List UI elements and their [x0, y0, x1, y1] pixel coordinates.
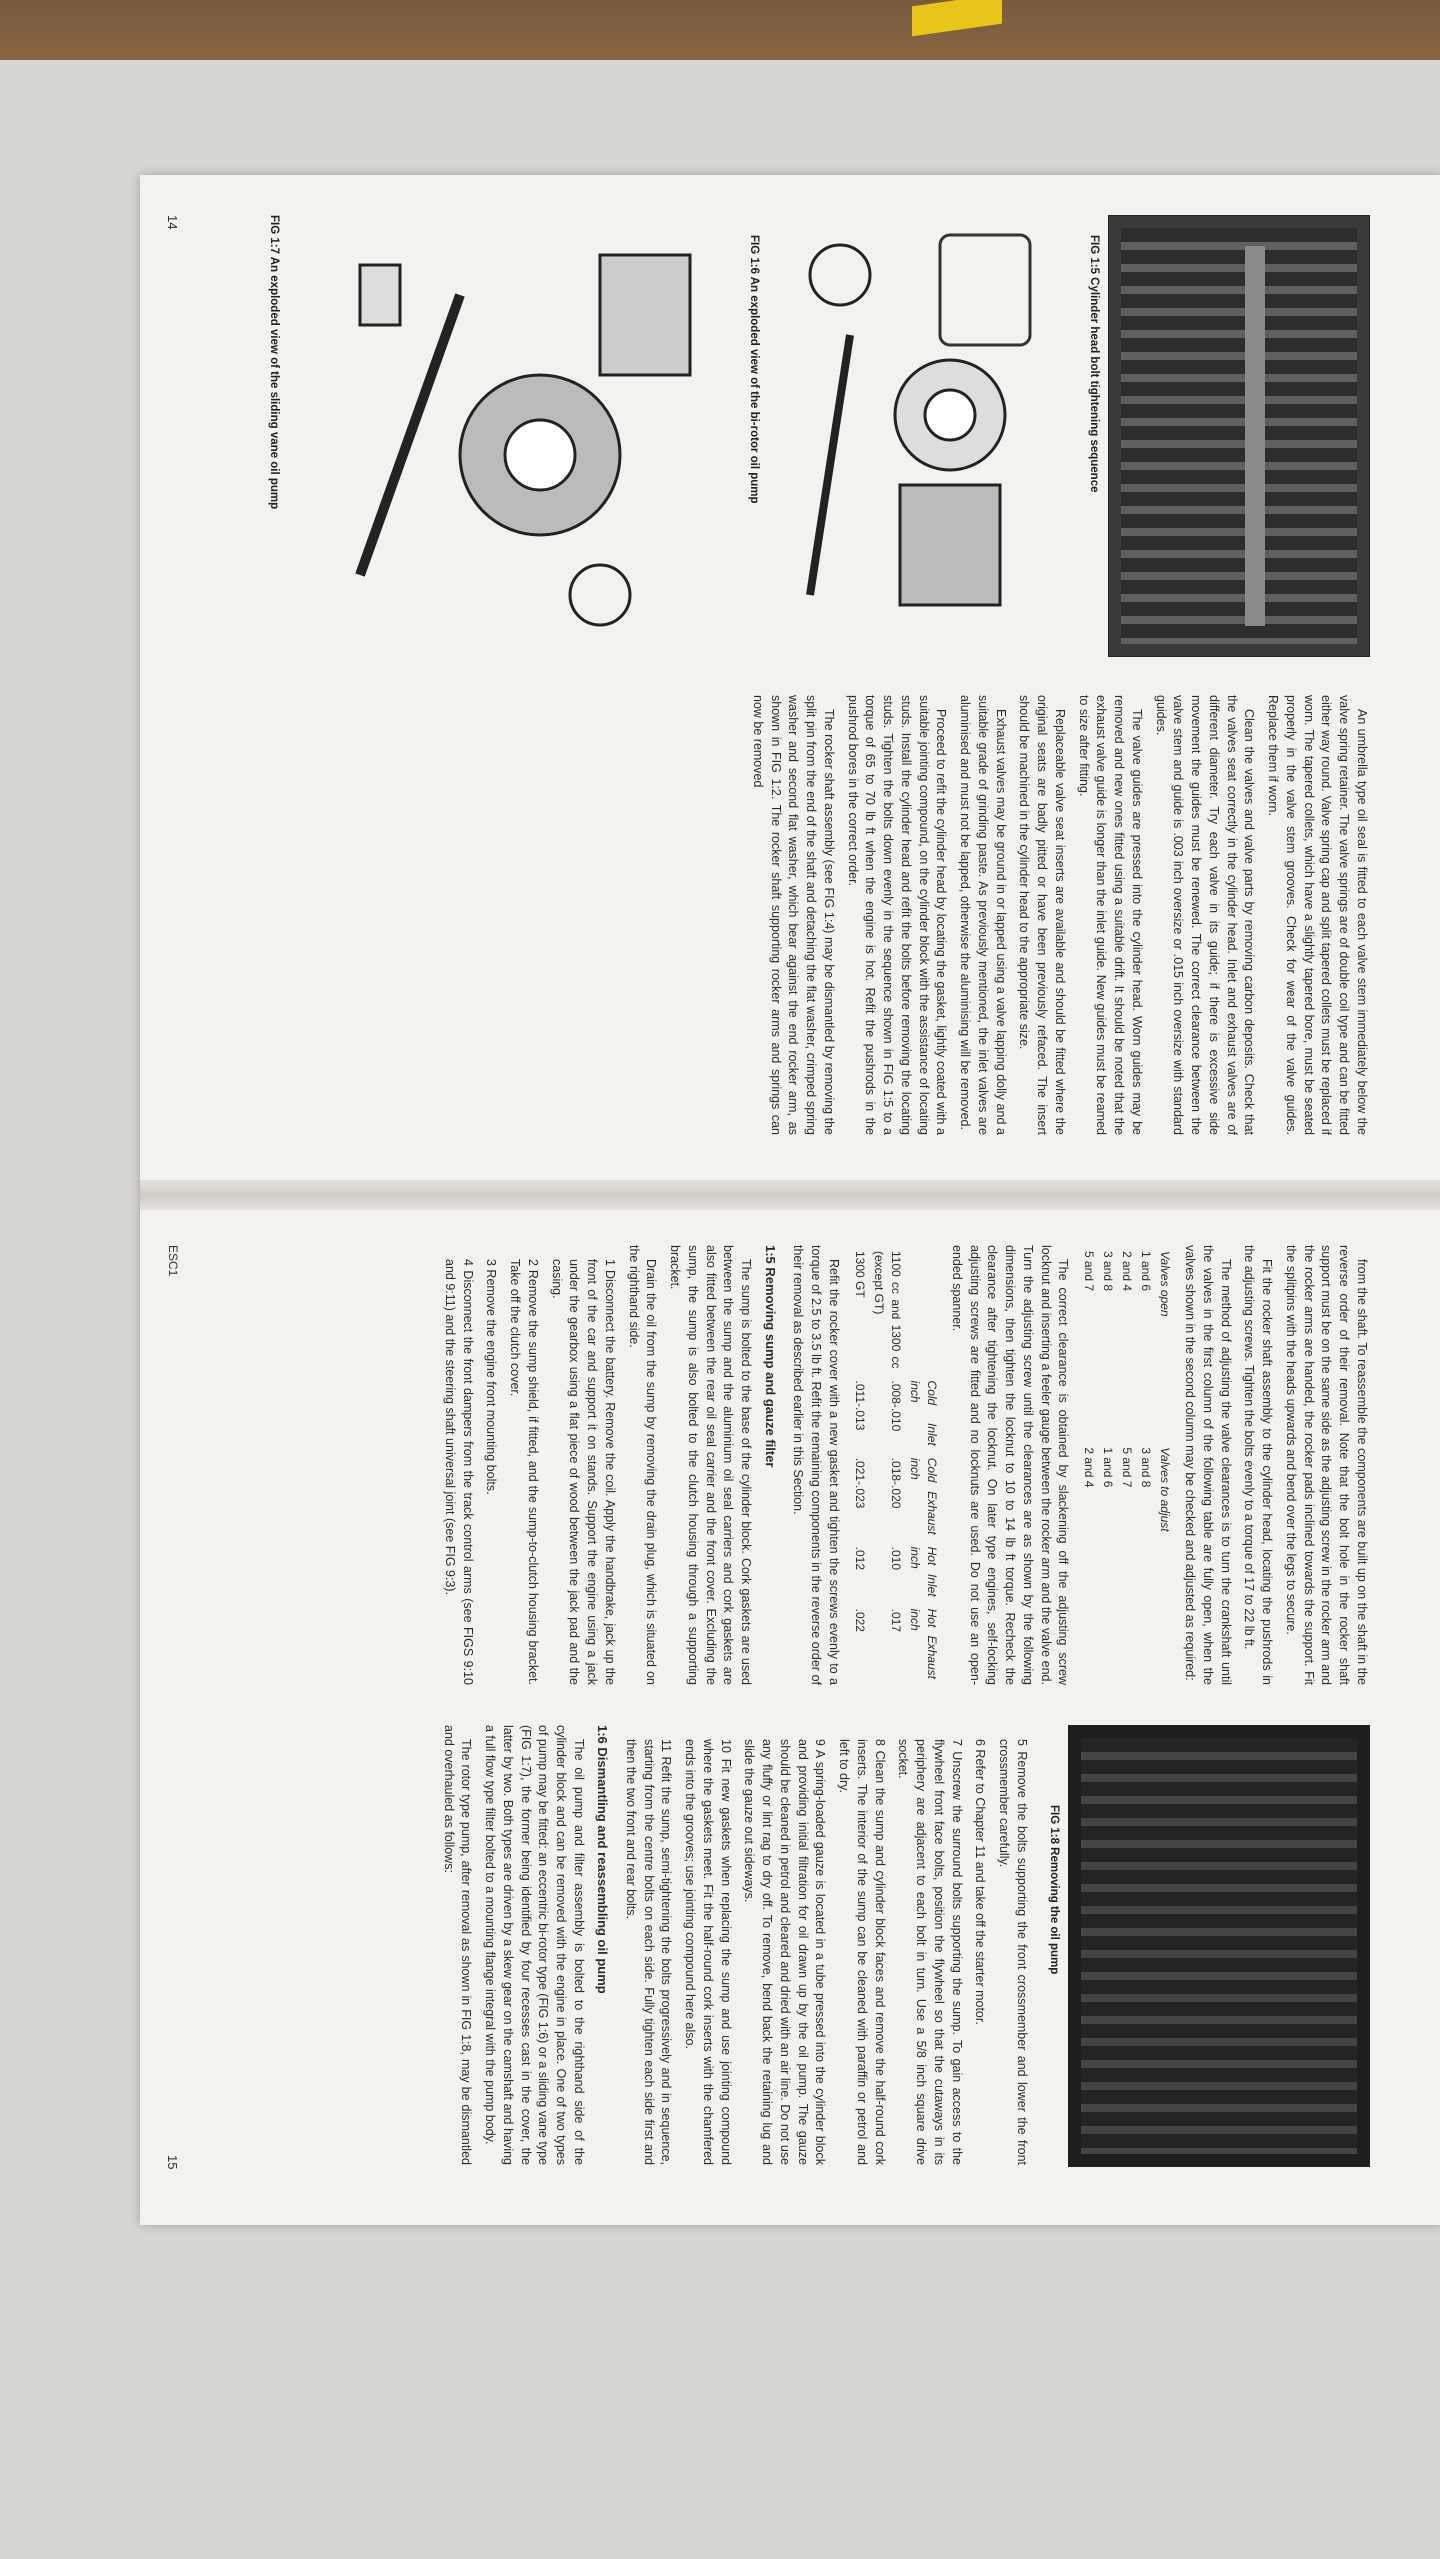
table-header: Cold Exhaust inch — [908, 1457, 940, 1535]
list-item: 3 Remove the engine front mounting bolts. — [484, 1259, 499, 1495]
list-item: 2 Remove the sump shield, if fitted, and the sump-to-clutch housing bracket. Take off the clutch cover. — [508, 1259, 540, 1685]
page-number-left: 14 — [165, 215, 180, 230]
table-cell: .008-.010 — [889, 1380, 904, 1432]
table-cell: 2 and 4 — [1082, 1447, 1097, 1488]
paragraph: The method of adjusting the valve clearances is to turn the crankshaft until the valves in the first column of the following table are fully open, when the valves shown in the second column may be checked and adjusted as required: — [1183, 1245, 1233, 1685]
footer-code: ESC1 — [166, 1245, 180, 1277]
list-item: 5 Remove the bolts supporting the front crossmember and lower the front crossmember carefully. — [997, 1739, 1029, 2165]
table-header: Valves open — [1158, 1251, 1173, 1317]
left-page — [140, 175, 1440, 1185]
table-cell: 1300 GT — [852, 1251, 867, 1298]
table-cell: .018-.020 — [889, 1457, 904, 1509]
right-text-column-2 — [433, 1725, 1030, 2165]
step-list — [440, 1245, 618, 1685]
table-cell: 1 and 6 — [1101, 1447, 1116, 1488]
paragraph: The correct clearance is obtained by slackening off the adjusting screw locknut and inserting a feeler gauge between the rocker arm and the valve end. Turn the adjusting screw until the clearances are as shown by the following dimensions, then tighten the locknut to 10 to 14 lb ft torque. Recheck the clearance after tightening the locknut. On later type engines, self-locking adjusting screws are fitted and no locknuts are used. Do not use an open-ended spanner. — [949, 1245, 1071, 1685]
paragraph: The rocker shaft assembly (see FIG 1:4) may be dismantled by removing the split pin from the end of the shaft and detaching the flat washer, crimped spring washer and second flat washer, which bear against the end rocker arm, as shown in FIG 1:2. The rocker shaft supporting rocker arms and springs can now be removed — [751, 695, 836, 1135]
sliding-vane-pump-drawing — [300, 215, 720, 655]
table-cell: 5 and 7 — [1120, 1447, 1135, 1488]
right-page — [140, 1205, 1440, 2215]
cylinder-head-photo — [1108, 215, 1370, 657]
paragraph: Refit the rocker cover with a new gasket and tighten the screws evenly to a torque of 2.5 to 3.5 lb ft. Refit the remaining components in the reverse order of their removal as described earlier in this Section. — [791, 1245, 841, 1685]
fig-1-5-caption: FIG 1:5 Cylinder head bolt tightening sequence — [1088, 235, 1100, 493]
paragraph: Replaceable valve seat inserts are available and should be fitted where the original seats are badly pitted or have been previously refaced. The insert should be machined in the cylinder head to the appropriate size. — [1017, 695, 1067, 1135]
table-cell: .021-.023 — [852, 1457, 867, 1509]
list-item: 9 A spring-loaded gauze is located in a tube pressed into the cylinder block and providing initial filtration for oil drawn up by the oil pump. The gauze should be cleaned in petrol and cleared and dried with an air line. Do not use any fluffy or lint rag to dry off. To remove, bend back the retaining lug and slide the gauze out sideways. — [742, 1739, 828, 2165]
paragraph: The rotor type pump, after removal as shown in FIG 1:8, may be dismantled and overhauled as follows: — [441, 1725, 474, 2165]
table-cell: 2 and 4 — [1120, 1251, 1135, 1292]
paragraph: Exhaust valves may be ground in or lapped using a valve lapping dolly and a suitable grade of grinding paste. As previously mentioned, the inlet valves are aluminised and must not be lapped, otherwise the aluminising will be removed. — [958, 695, 1008, 1135]
paragraph: An umbrella type oil seal is fitted to each valve stem immediately below the valve spring retainer. The valve springs are of double coil type and can be fitted either way round. Valve spring cap and split tapered collets must be replaced if worn. The tapered collets, which have a slightly tapered bore, must be seated properly in the valve stem grooves. Check for wear of the valve guides. Replace them if worn. — [1266, 695, 1369, 1135]
clearance-table — [850, 1245, 941, 1685]
paragraph: The valve guides are pressed into the cylinder head. Worn guides may be removed and new ones fitted using a suitable drift. It should be noted that the exhaust valve guide is longer than the inlet guide. New guides must be reamed to size after fitting. — [1076, 695, 1144, 1135]
list-item: 1 Disconnect the battery. Remove the coil. Apply the handbrake, jack up the front of the car and support it on stands. Support the engine using a jack under the gearbox using a flat piece of wood between the jack pad and the casing. — [549, 1259, 617, 1685]
section-heading-1-5: 1:5 Removing sump and gauze filter — [762, 1245, 778, 1468]
table-header: Valves to adjust — [1158, 1447, 1173, 1532]
bi-rotor-pump-drawing — [770, 215, 1070, 655]
table-header: Cold Inlet inch — [908, 1380, 940, 1446]
fig-1-7-caption: FIG 1:7 An exploded view of the sliding vane oil pump — [268, 215, 280, 510]
valve-adjust-table — [1079, 1245, 1174, 1685]
paragraph: Proceed to refit the cylinder head by locating the gasket, lightly coated with a suitable jointing compound, on the cylinder block with the assistance of locating studs. Install the cylinder head and refit the bolts before removing the locating studs. Tighten the bolts down evenly in the sequence shown in FIG 1:5 to a torque of 65 to 70 lb ft when the engine is hot. Refit the pushrods in the pushrod bores in the correct order. — [845, 695, 949, 1135]
book-spread — [140, 175, 1440, 2225]
table-cell: .011-.013 — [852, 1380, 867, 1431]
table-cell: .017 — [889, 1608, 904, 1632]
list-item: 10 Fit new gaskets when replacing the sump and use jointing compound where the gaskets meet. Fit the half-round cork inserts with the chamfered ends into the grooves; use jointing compound here also. — [683, 1739, 733, 2165]
table-cell: .022 — [852, 1608, 867, 1632]
table-header: Hot Exhaust inch — [908, 1608, 940, 1679]
table-cell: .012 — [852, 1546, 867, 1570]
paragraph: from the shaft. To reassemble the components are built up on the shaft in the reverse order of their removal. Note that the bolt hole in the rocker shaft support must be on the same side as the adjusting screw in the rocker arm and the rocker arms are handed, the rocker pads inclined towards the support. Fit the splitpins with the heads upwards and bend over the legs to secure. — [1284, 1245, 1369, 1685]
fig-1-8-caption: FIG 1:8 Removing the oil pump — [1048, 1805, 1060, 1975]
table-header: Hot Inlet inch — [908, 1546, 940, 1597]
table-cell: 1 and 6 — [1139, 1251, 1154, 1292]
list-item: 7 Unscrew the surround bolts supporting the sump. To gain access to the flywheel front face bolts, position the flywheel so that the cutaways in its periphery are adjacent to each bolt in turn. Use a 5/8 inch square drive socket. — [896, 1739, 964, 2165]
list-item: 11 Refit the sump, semi-tightening the bolts progressively and in sequence, starting from the centre bolts on each side. Fully tighten each side first and then the two front and rear bolts. — [624, 1739, 674, 2165]
paragraph: The sump is bolted to the base of the cylinder block. Cork gaskets are used between the sump and the aluminium oil seal carriers and cork gaskets are also fitted between the rear oil seal carrier and the front cover. Excluding the sump, the sump is also bolted to the clutch housing through a supporting bracket. — [668, 1245, 754, 1685]
oil-pump-removal-photo — [1068, 1725, 1370, 2167]
table-cell: 5 and 7 — [1082, 1251, 1097, 1292]
paragraph: The oil pump and filter assembly is bolted to the righthand side of the cylinder block and can be removed with the engine in place. One of two types of pump may be fitted: an eccentric bi-rotor type (FIG 1:6) or a sliding vane type (FIG 1:7), the former being identified by four recesses cast in the cover, the latter by two. Both types are driven by a skew gear on the camshaft and having a full flow type filter bolted to a mounting flange integral with the pump body. — [483, 1725, 586, 2165]
table-cell: 3 and 8 — [1101, 1251, 1116, 1292]
list-item: 4 Disconnect the front dampers from the track control arms (see FIGS 9:10 and 9:11) and the steering shaft universal joint (see FIG 9:3). — [442, 1259, 475, 1685]
table-cell: 3 and 8 — [1139, 1447, 1154, 1488]
table-cell: 1100 cc and 1300 cc (except GT) — [872, 1251, 904, 1369]
step-list — [621, 1725, 1030, 2165]
list-item: 8 Clean the sump and cylinder block faces and remove the half-round cork inserts. The interior of the sump can be cleaned with paraffin or petrol and left to dry. — [837, 1739, 887, 2165]
fig-1-6-caption: FIG 1:6 An exploded view of the bi-rotor oil pump — [748, 235, 760, 504]
paragraph: Clean the valves and valve parts by removing carbon deposits. Check that the valves seat correctly in the cylinder head. Inlet and exhaust valves are of different diameter. Try each valve in its guide; if there is excessive side movement the guides must be renewed. The correct clearance between the valve stem and guide is .003 inch oversize or .015 inch oversize with standard guides. — [1153, 695, 1257, 1135]
list-item: 6 Refer to Chapter 11 and take off the starter motor. — [973, 1739, 988, 2025]
left-text-column — [742, 695, 1370, 1135]
page-number-right: 15 — [165, 2155, 180, 2170]
paragraph: Fit the rocker shaft assembly to the cylinder head, locating the pushrods in the adjusting screws. Tighten the bolts evenly to a torque of 17 to 22 lb ft. — [1242, 1245, 1275, 1685]
right-text-column-1 — [434, 1245, 1370, 1685]
section-heading-1-6: 1:6 Dismantling and reassembling oil pump — [595, 1725, 611, 1994]
table-cell: .010 — [889, 1546, 904, 1570]
table-header — [905, 1245, 941, 1375]
paragraph: Drain the oil from the sump by removing the drain plug, which is situated on the righthand side. — [626, 1245, 659, 1685]
